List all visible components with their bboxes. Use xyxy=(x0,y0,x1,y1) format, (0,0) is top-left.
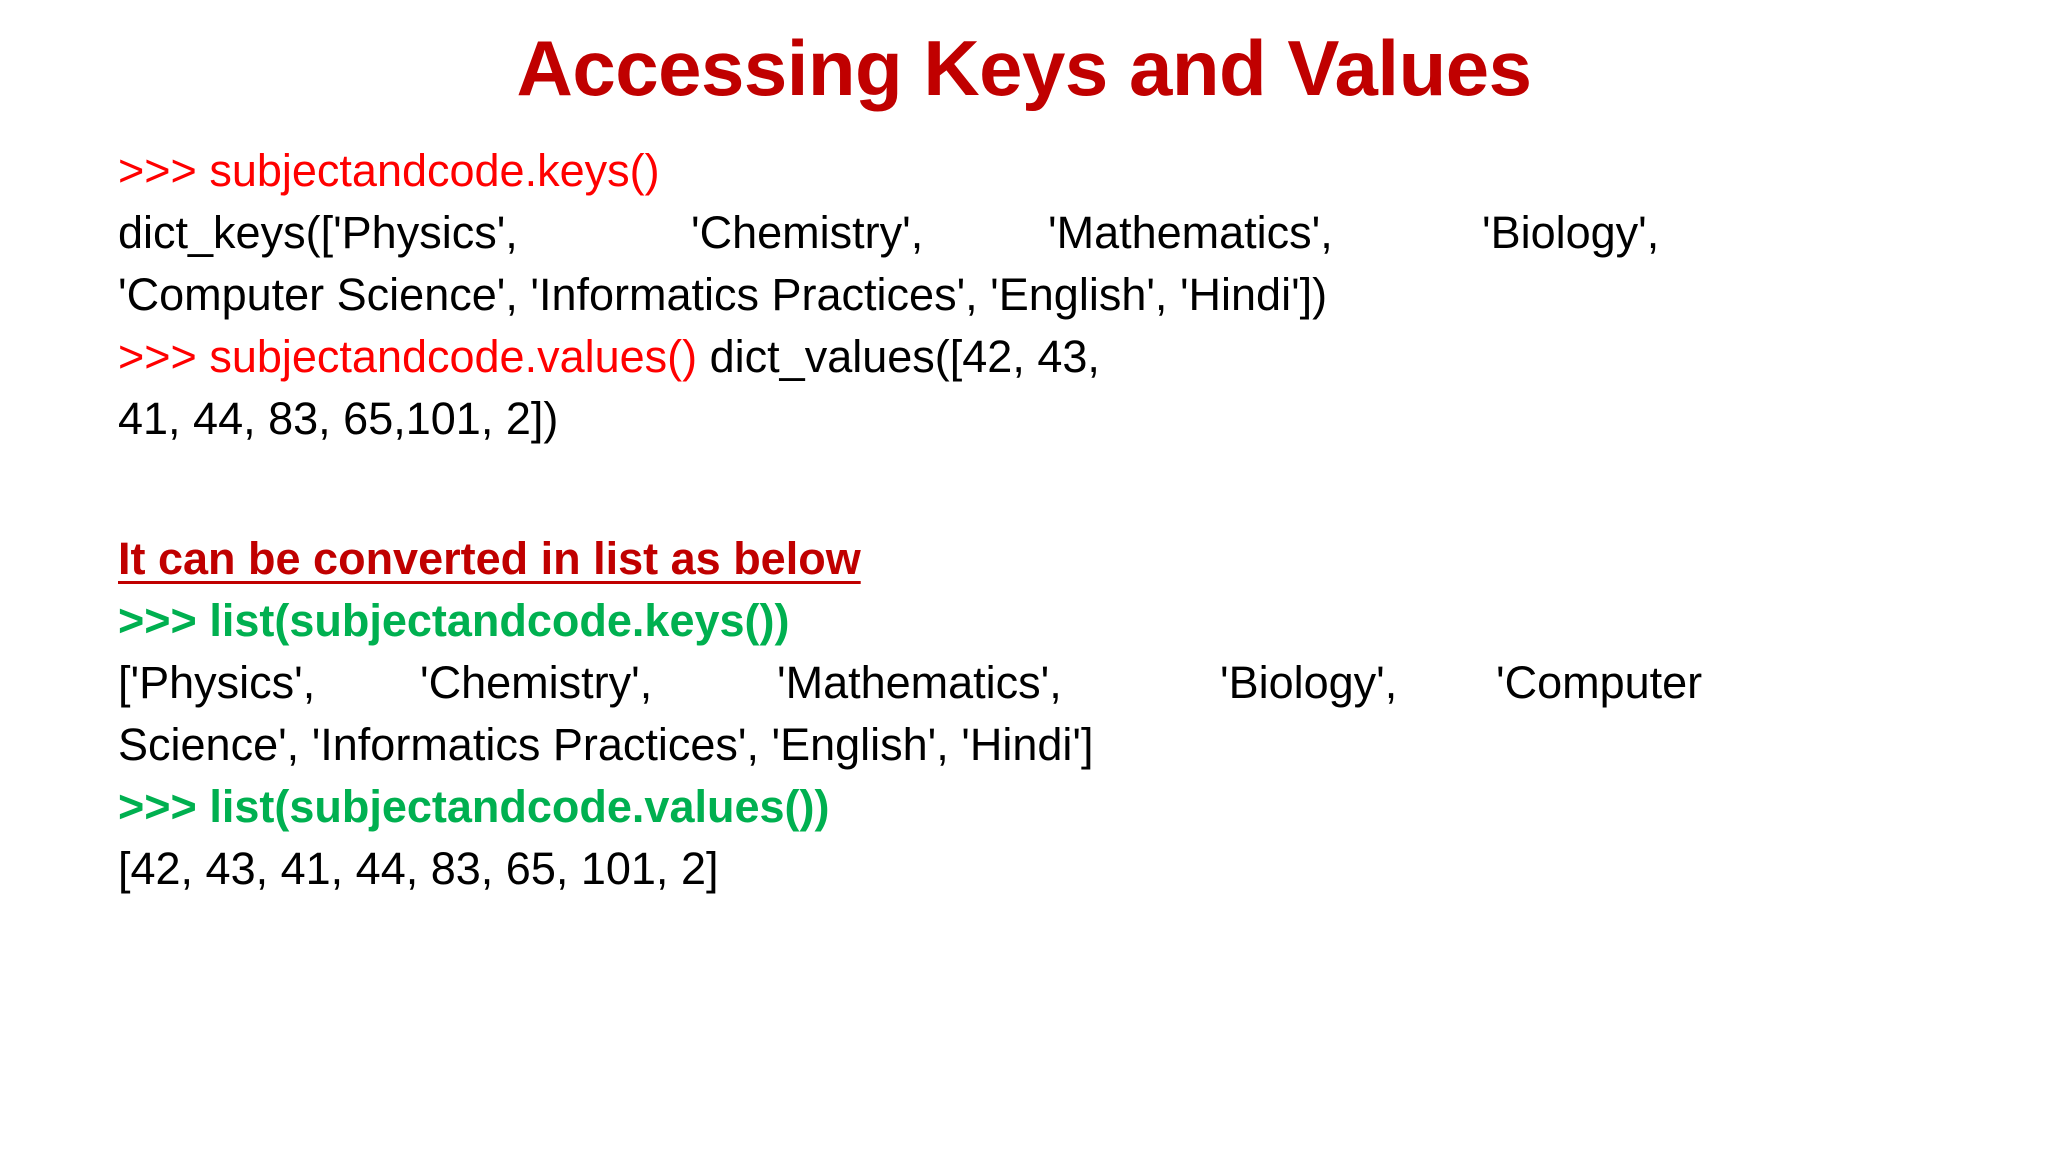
values-output-continuation: 41, 44, 83, 65,101, 2]) xyxy=(118,393,559,444)
list-values-output-line xyxy=(118,838,1718,900)
list-keys-output-token: 'Computer xyxy=(1496,657,1703,708)
list-keys-output-token: 'Biology', xyxy=(1220,657,1398,708)
list-values-command-line xyxy=(118,776,1718,838)
list-keys-command-line xyxy=(118,590,1718,652)
values-output-line-2 xyxy=(118,388,1718,450)
list-keys-output-line-1 xyxy=(118,652,1718,714)
list-keys-command: >>> list(subjectandcode.keys()) xyxy=(118,595,790,646)
keys-output-continuation: 'Computer Science', 'Informatics Practices', 'English', 'Hindi']) xyxy=(118,269,1328,320)
values-command: >>> subjectandcode.values() xyxy=(118,331,698,382)
keys-output-token: 'Chemistry', xyxy=(691,207,924,258)
convert-heading: It can be converted in list as below xyxy=(118,533,861,584)
keys-output-token: 'Mathematics', xyxy=(1048,207,1333,258)
list-keys-output-token: 'Chemistry', xyxy=(420,657,653,708)
list-keys-output-token: ['Physics', xyxy=(118,657,316,708)
list-keys-output-line-2 xyxy=(118,714,1718,776)
list-keys-output-continuation: Science', 'Informatics Practices', 'English', 'Hindi'] xyxy=(118,719,1094,770)
list-values-command: >>> list(subjectandcode.values()) xyxy=(118,781,830,832)
keys-output-token: 'Biology', xyxy=(1482,207,1660,258)
keys-output-token: dict_keys(['Physics', xyxy=(118,207,518,258)
keys-command: >>> subjectandcode.keys() xyxy=(118,145,660,196)
list-values-output: [42, 43, 41, 44, 83, 65, 101, 2] xyxy=(118,843,719,894)
values-command-line xyxy=(118,326,1718,388)
convert-heading-line xyxy=(118,528,1718,590)
keys-command-line xyxy=(118,140,1718,202)
list-keys-output-token: 'Mathematics', xyxy=(777,657,1062,708)
values-output-start: dict_values([42, 43, xyxy=(697,331,1100,382)
section-spacer xyxy=(118,450,1718,528)
slide-title: Accessing Keys and Values xyxy=(516,24,1532,112)
keys-output-line-2 xyxy=(118,264,1718,326)
keys-output-line-1 xyxy=(118,202,1718,264)
slide-body xyxy=(118,140,1718,900)
